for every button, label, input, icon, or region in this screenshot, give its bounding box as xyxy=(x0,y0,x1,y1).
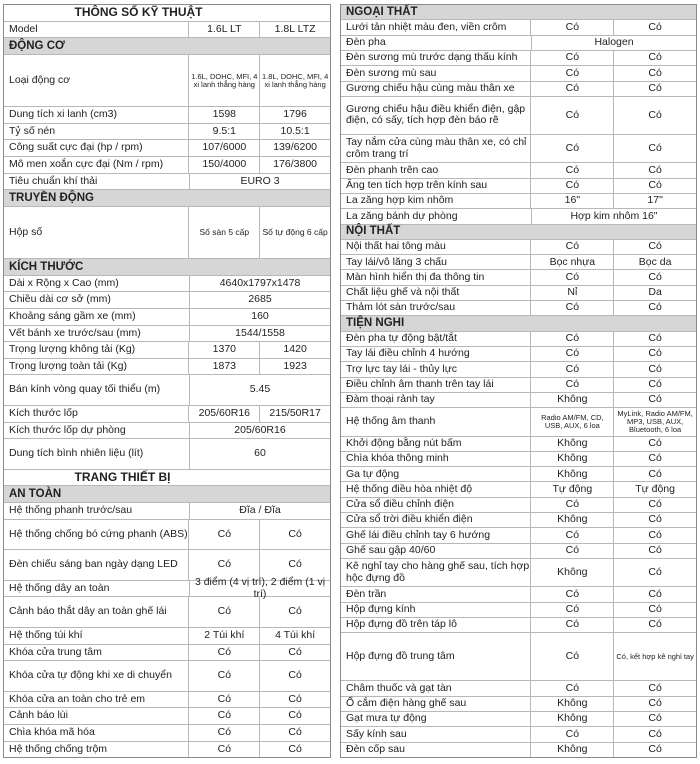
spec-value-b: 176/3800 xyxy=(259,157,330,173)
spec-value-b: 1796 xyxy=(259,107,330,123)
spec-row xyxy=(4,661,330,692)
section-heading-text: NỘI THẤT xyxy=(346,225,401,238)
section-heading-text: NGOẠI THẤT xyxy=(346,5,418,18)
spec-value-b: Có xyxy=(613,82,696,96)
spec-value-a: Không xyxy=(530,697,613,711)
spec-value-b: Có xyxy=(613,163,696,177)
spec-value-a: 1370 xyxy=(188,342,259,358)
spec-label: Dung tích bình nhiên liệu (lít) xyxy=(9,447,144,460)
spec-value-b: Có xyxy=(259,692,330,708)
spec-label: Đèn sương mù sau xyxy=(346,66,437,79)
spec-value-a: Có xyxy=(188,661,259,691)
spec-label: Cửa sổ điều chỉnh điện xyxy=(346,498,455,511)
spec-row xyxy=(341,36,696,51)
spec-value-a: 1598 xyxy=(188,107,259,123)
spec-row xyxy=(4,725,330,742)
spec-row xyxy=(4,708,330,725)
spec-value-a: 9.5:1 xyxy=(188,124,259,140)
spec-label: Khóa cửa an toàn cho trẻ em xyxy=(9,692,146,705)
spec-value-b: 1923 xyxy=(259,359,330,375)
spec-row xyxy=(4,597,330,628)
spec-value-a: Có xyxy=(530,240,613,254)
spec-row xyxy=(4,342,330,359)
spec-label: Mô men xoắn cực đại (Nm / rpm) xyxy=(9,158,164,171)
spec-value-a: Có xyxy=(530,727,613,741)
model-label: Model xyxy=(9,22,38,35)
spec-value-a: Có xyxy=(530,332,613,346)
spec-value-b: Có xyxy=(613,362,696,376)
spec-label: Đèn trần xyxy=(346,587,387,600)
spec-value-a: Không xyxy=(530,467,613,481)
spec-value-b: 1420 xyxy=(259,342,330,358)
spec-value-a: Không xyxy=(530,393,613,407)
spec-label: Bán kính vòng quay tối thiểu (m) xyxy=(9,383,161,396)
spec-value-a: Có xyxy=(530,135,613,162)
spec-row xyxy=(4,645,330,662)
spec-value-a: Không xyxy=(530,743,613,757)
spec-value-b: Có, kết hợp kê nghỉ tay xyxy=(613,633,696,680)
spec-value-b: Có xyxy=(259,725,330,741)
spec-value-b: Có xyxy=(613,301,696,315)
spec-label: Hệ thống chống bó cứng phanh (ABS) xyxy=(9,527,188,540)
spec-value-a: Có xyxy=(530,51,613,65)
spec-row xyxy=(341,393,696,408)
spec-label: Đèn sương mù trước dạng thấu kính xyxy=(346,51,518,64)
model-a: 1.6L LT xyxy=(188,22,259,38)
spec-row xyxy=(4,406,330,423)
spec-row xyxy=(341,467,696,482)
spec-value-a: Có xyxy=(188,725,259,741)
spec-row xyxy=(341,712,696,727)
spec-value-b: Bọc da xyxy=(613,255,696,269)
spec-row xyxy=(4,742,330,758)
spec-row xyxy=(341,194,696,209)
spec-row xyxy=(341,697,696,712)
spec-row xyxy=(341,727,696,742)
spec-value-a: 16" xyxy=(530,194,613,208)
spec-row xyxy=(341,255,696,270)
spec-label: Ăng ten tích hợp trên kính sau xyxy=(346,178,488,191)
section-heading-text: TIỆN NGHI xyxy=(346,317,405,330)
spec-value-a: Có xyxy=(530,347,613,361)
spec-label: Hệ thống điều hòa nhiệt độ xyxy=(346,482,473,495)
spec-label: Cửa sổ trời điều khiển điện xyxy=(346,513,473,526)
spec-label: Tỷ số nén xyxy=(9,124,56,137)
section-heading-text: AN TOÀN xyxy=(9,487,62,500)
spec-value-a: Có xyxy=(188,645,259,661)
spec-row xyxy=(341,587,696,602)
spec-row xyxy=(341,286,696,301)
spec-value-b: Có xyxy=(259,708,330,724)
spec-label: Gương chiếu hậu điều khiển điện, gập điện, có sấy, tích hợp đèn báo rẽ xyxy=(346,102,526,127)
spec-row xyxy=(341,681,696,696)
spec-label: Ổ cắm điện hàng ghế sau xyxy=(346,697,467,710)
spec-value-a: Bọc nhựa xyxy=(530,255,613,269)
spec-row xyxy=(4,174,330,191)
spec-label: Hệ thống chống trộm xyxy=(9,742,108,755)
spec-label: La zăng hợp kim nhôm xyxy=(346,194,454,207)
spec-value-a: Có xyxy=(530,301,613,315)
spec-row xyxy=(341,743,696,757)
spec-label: Đèn pha xyxy=(346,36,386,48)
section-heading-text: ĐỘNG CƠ xyxy=(9,39,65,52)
spec-value-all: EURO 3 xyxy=(189,174,330,190)
spec-row xyxy=(341,513,696,528)
spec-row xyxy=(341,618,696,633)
spec-row xyxy=(4,359,330,376)
spec-value-a: Có xyxy=(530,362,613,376)
spec-value-all: 205/60R16 xyxy=(189,423,330,439)
spec-row xyxy=(341,528,696,543)
spec-label: Tay lái/vô lăng 3 chấu xyxy=(346,255,447,268)
section-heading-text: KÍCH THƯỚC xyxy=(9,260,84,273)
spec-value-b: Có xyxy=(613,544,696,558)
spec-row xyxy=(4,309,330,326)
spec-value-a: 1873 xyxy=(188,359,259,375)
spec-label: Khóa cửa trung tâm xyxy=(9,645,102,658)
spec-label: Hộp đựng đồ trên táp lô xyxy=(346,618,457,631)
spec-row xyxy=(4,375,330,406)
spec-value-all: 3 điểm (4 vị trí), 2 điểm (1 vị trí) xyxy=(189,581,330,597)
spec-title xyxy=(4,5,330,22)
spec-label: Châm thuốc và gạt tàn xyxy=(346,681,452,694)
spec-label: Hệ thống phanh trước/sau xyxy=(9,503,133,516)
spec-label: Hệ thống âm thanh xyxy=(346,415,436,428)
spec-value-b: 10.5:1 xyxy=(259,124,330,140)
spec-value-a: Có xyxy=(530,528,613,542)
spec-value-a: Không xyxy=(530,513,613,527)
spec-value-a: Có xyxy=(530,544,613,558)
spec-row xyxy=(4,326,330,343)
spec-value-b: Da xyxy=(613,286,696,300)
spec-label: Chìa khóa mã hóa xyxy=(9,725,95,738)
spec-row xyxy=(341,437,696,452)
spec-value-b: Có xyxy=(613,270,696,284)
spec-label: Hệ thống túi khí xyxy=(9,629,83,641)
spec-row xyxy=(341,66,696,81)
section-heading xyxy=(341,225,696,240)
spec-value-a: Có xyxy=(530,163,613,177)
spec-value-a: Radio AM/FM, CD, USB, AUX, 6 loa xyxy=(530,408,613,435)
spec-value-all: 60 xyxy=(189,439,330,469)
spec-value-b: Có xyxy=(613,66,696,80)
spec-value-b: Có xyxy=(259,645,330,661)
spec-label: Chìa khóa thông minh xyxy=(346,452,449,465)
spec-value-b: Có xyxy=(613,697,696,711)
spec-value-a: Có xyxy=(188,520,259,550)
spec-label: Cảnh báo lùi xyxy=(9,709,68,722)
spec-value-b: Có xyxy=(613,51,696,65)
spec-label: Màn hình hiển thị đa thông tin xyxy=(346,270,485,283)
spec-value-a: Không xyxy=(530,712,613,726)
spec-value-b: Có xyxy=(613,712,696,726)
spec-value-a: Có xyxy=(530,498,613,512)
spec-row xyxy=(4,576,330,600)
model-header-row xyxy=(4,22,330,39)
spec-label: Ga tự động xyxy=(346,467,400,480)
spec-value-a: Có xyxy=(530,20,613,34)
spec-value-b: Có xyxy=(613,347,696,361)
spec-value-a: Tự động xyxy=(530,482,613,496)
spec-row xyxy=(341,51,696,66)
spec-row xyxy=(341,347,696,362)
spec-table-left xyxy=(3,4,331,758)
spec-value-b: 4 Túi khí xyxy=(259,628,330,644)
spec-row xyxy=(4,207,330,259)
spec-value-a: Có xyxy=(530,66,613,80)
spec-row xyxy=(4,520,330,551)
spec-row xyxy=(4,124,330,141)
spec-value-all: 160 xyxy=(189,309,330,325)
spec-row xyxy=(341,332,696,347)
spec-label: Dài x Rộng x Cao (mm) xyxy=(9,276,119,289)
spec-row xyxy=(341,270,696,285)
spec-value-a: Không xyxy=(530,437,613,451)
spec-row xyxy=(341,135,696,163)
spec-value-b: Có xyxy=(613,467,696,481)
spec-label: Tiêu chuẩn khí thải xyxy=(9,174,98,187)
spec-value-all: Hợp kim nhôm 16" xyxy=(531,209,696,223)
spec-value-a: Có xyxy=(188,692,259,708)
spec-row xyxy=(4,292,330,309)
spec-label: Nội thất hai tông màu xyxy=(346,240,446,253)
spec-label: Khoảng sáng gầm xe (mm) xyxy=(9,310,136,323)
spec-label: Trọng lượng không tải (Kg) xyxy=(9,343,136,356)
spec-row xyxy=(341,362,696,377)
spec-value-b: Có xyxy=(613,603,696,617)
spec-row xyxy=(4,140,330,157)
spec-value-b: Số tự động 6 cấp xyxy=(259,207,330,258)
spec-value-a: Nỉ xyxy=(530,286,613,300)
spec-row xyxy=(341,20,696,35)
spec-value-b: 17" xyxy=(613,194,696,208)
spec-row xyxy=(341,452,696,467)
spec-row xyxy=(4,276,330,293)
spec-row xyxy=(341,163,696,178)
spec-value-a: Có xyxy=(188,597,259,627)
spec-label: Ghế sau gập 40/60 xyxy=(346,544,436,557)
spec-value-all: 5.45 xyxy=(189,375,330,405)
spec-row xyxy=(341,498,696,513)
spec-value-b: Có xyxy=(613,332,696,346)
spec-value-a: Số sàn 5 cấp xyxy=(188,207,259,258)
spec-value-b: Có xyxy=(613,587,696,601)
spec-label: Kê nghỉ tay cho hàng ghế sau, tích hợp hộc đựng đồ xyxy=(346,560,530,584)
spec-value-a: Có xyxy=(530,633,613,680)
spec-label: Khởi động bằng nút bấm xyxy=(346,436,462,449)
spec-value-a: Không xyxy=(530,559,613,586)
spec-label: Dung tích xi lanh (cm3) xyxy=(9,108,117,121)
equipment-title xyxy=(4,470,330,487)
spec-value-b: Có xyxy=(259,520,330,550)
spec-label: Ghế lái điều chỉnh tay 6 hướng xyxy=(346,528,491,541)
spec-value-a: Có xyxy=(530,270,613,284)
spec-value-b: MyLink, Radio AM/FM, MP3, USB, AUX, Bluetooth, 6 loa xyxy=(613,408,696,435)
spec-value-b: Có xyxy=(259,597,330,627)
spec-value-b: Có xyxy=(613,20,696,34)
spec-value-b: Có xyxy=(259,661,330,691)
spec-row xyxy=(4,423,330,440)
spec-value-all: Halogen xyxy=(531,36,696,50)
spec-value-a: Có xyxy=(530,603,613,617)
spec-value-a: Không xyxy=(530,452,613,466)
spec-row xyxy=(4,55,330,107)
spec-value-b: Có xyxy=(613,743,696,757)
spec-row xyxy=(4,692,330,709)
spec-label: Thảm lót sàn trước/sau xyxy=(346,301,456,314)
spec-label: Loại động cơ xyxy=(9,73,71,86)
spec-label: Trợ lực tay lái - thủy lực xyxy=(346,362,457,375)
spec-value-a: Có xyxy=(188,742,259,758)
spec-value-a: Có xyxy=(530,179,613,193)
spec-value-b: Có xyxy=(613,559,696,586)
spec-label: Đèn chiếu sáng ban ngày dạng LED xyxy=(9,558,178,571)
spec-value-b: 215/50R17 xyxy=(259,406,330,422)
spec-value-a: 1.6L, DOHC, MFI, 4 xi lanh thẳng hàng xyxy=(188,55,259,106)
spec-value-a: Có xyxy=(188,550,259,580)
spec-value-a: 205/60R16 xyxy=(188,406,259,422)
spec-title-text: THÔNG SỐ KỸ THUẬT xyxy=(74,5,203,20)
spec-label: Khóa cửa tự động khi xe di chuyển xyxy=(9,669,172,682)
equipment-title-text: TRANG THIẾT BỊ xyxy=(74,469,171,484)
spec-value-b: Có xyxy=(259,742,330,758)
spec-row xyxy=(341,179,696,194)
spec-value-a: Có xyxy=(530,587,613,601)
spec-row xyxy=(341,209,696,224)
spec-row xyxy=(341,82,696,97)
spec-value-b: Có xyxy=(613,240,696,254)
spec-row xyxy=(4,503,330,520)
spec-label: Đèn pha tự động bật/tắt xyxy=(346,332,457,345)
spec-value-all: Đĩa / Đĩa xyxy=(189,503,330,519)
spec-row xyxy=(341,301,696,316)
spec-value-b: Có xyxy=(613,513,696,527)
spec-label: Trọng lượng toàn tải (Kg) xyxy=(9,359,127,372)
spec-label: Hộp số xyxy=(9,225,43,238)
spec-label: Công suất cực đại (hp / rpm) xyxy=(9,141,143,154)
spec-label: Đèn phanh trên cao xyxy=(346,163,439,176)
spec-value-all: 2685 xyxy=(189,292,330,308)
spec-value-a: Có xyxy=(530,82,613,96)
spec-label: Hộp đựng đồ trung tâm xyxy=(346,649,455,662)
spec-row xyxy=(341,559,696,587)
spec-label: Kích thước lốp dự phòng xyxy=(9,423,126,436)
spec-row xyxy=(341,544,696,559)
section-heading xyxy=(341,316,696,331)
spec-label: Hộp đựng kính xyxy=(346,602,416,615)
spec-value-all: 4640x1797x1478 xyxy=(189,276,330,292)
spec-label: Tay lái điều chỉnh 4 hướng xyxy=(346,347,470,360)
spec-label: Chiều dài cơ sở (mm) xyxy=(9,293,111,306)
spec-label: Tay nắm cửa cùng màu thân xe, có chỉ crôm trang trí xyxy=(346,136,527,160)
spec-label: Hệ thống dây an toàn xyxy=(9,581,110,594)
spec-value-b: Có xyxy=(613,437,696,451)
spec-value-b: Có xyxy=(613,498,696,512)
spec-label: Sấy kính sau xyxy=(346,727,407,740)
spec-table-right xyxy=(340,4,697,758)
spec-value-a: 2 Túi khí xyxy=(188,628,259,644)
section-heading-text: TRUYỀN ĐỘNG xyxy=(9,191,94,204)
spec-value-b: Có xyxy=(259,550,330,580)
spec-label: Lưới tản nhiệt màu đen, viền crôm xyxy=(346,20,507,33)
spec-value-b: Có xyxy=(613,97,696,134)
spec-label: Gương chiếu hậu cùng màu thân xe xyxy=(346,81,515,94)
spec-row xyxy=(4,157,330,174)
section-heading xyxy=(4,259,330,276)
spec-value-a: Có xyxy=(188,708,259,724)
section-heading xyxy=(4,486,330,503)
spec-label: Chất liệu ghế và nội thất xyxy=(346,286,460,299)
spec-value-b: Có xyxy=(613,393,696,407)
spec-value-b: Có xyxy=(613,727,696,741)
spec-value-a: 107/6000 xyxy=(188,140,259,156)
spec-row xyxy=(341,408,696,436)
spec-label: Cảnh báo thắt dây an toàn ghế lái xyxy=(9,605,167,618)
spec-label: La zăng bánh dự phòng xyxy=(346,209,458,222)
spec-value-b: Có xyxy=(613,452,696,466)
spec-row xyxy=(341,97,696,135)
spec-value-a: Có xyxy=(530,618,613,632)
spec-row xyxy=(341,378,696,393)
section-heading xyxy=(341,5,696,20)
spec-row xyxy=(4,107,330,124)
spec-row xyxy=(341,603,696,618)
spec-row xyxy=(341,633,696,681)
section-heading xyxy=(4,190,330,207)
spec-value-a: Có xyxy=(530,97,613,134)
spec-value-b: Có xyxy=(613,681,696,695)
spec-label: Đèn cốp sau xyxy=(346,743,405,755)
spec-value-a: Có xyxy=(530,378,613,392)
spec-value-a: 150/4000 xyxy=(188,157,259,173)
spec-label: Đàm thoại rảnh tay xyxy=(346,393,435,406)
spec-value-b: Có xyxy=(613,618,696,632)
spec-label: Gạt mưa tự động xyxy=(346,712,427,725)
spec-value-b: 1.8L, DOHC, MFI, 4 xi lanh thẳng hàng xyxy=(259,55,330,106)
spec-label: Vết bánh xe trước/sau (mm) xyxy=(9,326,141,339)
model-b: 1.8L LTZ xyxy=(259,22,330,38)
spec-value-b: 139/6200 xyxy=(259,140,330,156)
spec-value-b: Có xyxy=(613,135,696,162)
spec-row xyxy=(341,482,696,497)
spec-label: Điều chỉnh âm thanh trên tay lái xyxy=(346,378,494,391)
spec-row xyxy=(4,439,330,470)
spec-row xyxy=(4,628,330,645)
spec-value-all: 1544/1558 xyxy=(189,326,330,342)
spec-row xyxy=(341,240,696,255)
spec-value-b: Có xyxy=(613,378,696,392)
spec-value-b: Có xyxy=(613,528,696,542)
spec-value-b: Tự động xyxy=(613,482,696,496)
section-heading xyxy=(4,38,330,55)
spec-value-b: Có xyxy=(613,179,696,193)
spec-label: Kích thước lốp xyxy=(9,407,78,419)
spec-value-a: Có xyxy=(530,681,613,695)
